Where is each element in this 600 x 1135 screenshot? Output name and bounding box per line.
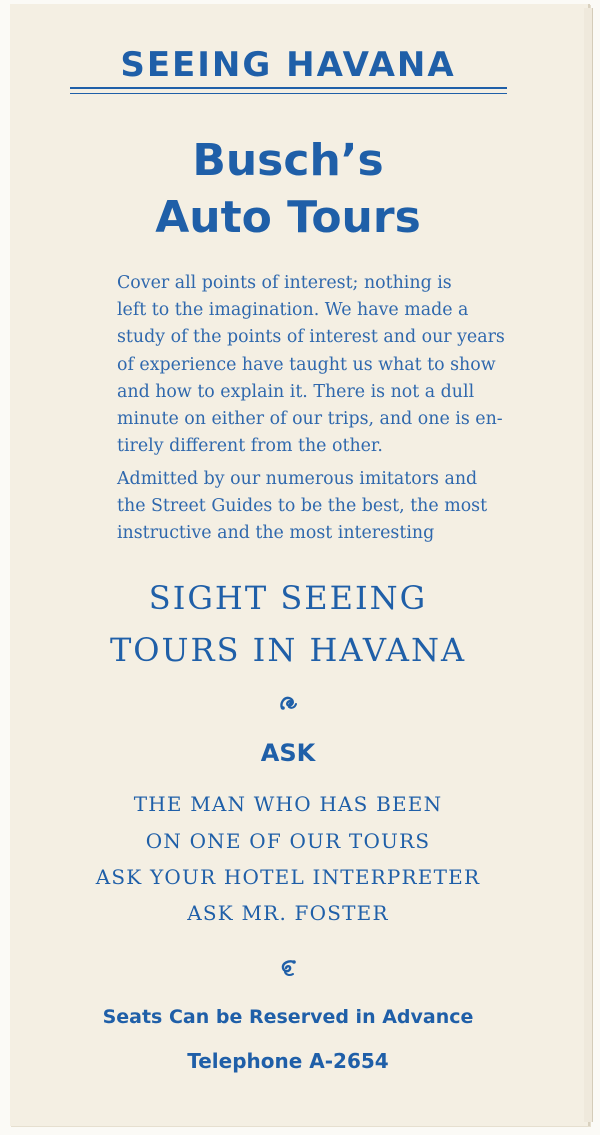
intro-line: minute on either of our trips, and one is en- <box>117 409 503 430</box>
intro-line: of experience have taught us what to show <box>117 354 496 375</box>
intro-line: left to the imagination. We have made a <box>117 300 469 321</box>
intro-line: Admitted by our numerous imitators and <box>117 469 478 489</box>
intro-line: and how to explain it. There is not a dull <box>117 381 475 402</box>
ask-heading: ASK <box>260 739 316 767</box>
intro-line: the Street Guides to be the best, the most <box>117 496 488 517</box>
reservation-note: Seats Can be Reserved in Advance <box>102 1006 474 1028</box>
card-edge <box>584 8 593 1122</box>
intro-paragraph-2 <box>68 466 508 548</box>
brand-name-line1: Busch’s <box>192 135 384 186</box>
header-rule-bottom <box>70 93 507 94</box>
ask-line: ON ONE OF OUR TOURS <box>145 829 431 853</box>
fleuron-ornament-icon <box>278 692 298 712</box>
intro-line: study of the points of interest and our years <box>117 327 505 348</box>
fleuron-ornament-icon <box>278 958 298 978</box>
sightseeing-heading-line1: SIGHT SEEING <box>148 579 428 617</box>
brand-name-line2: Auto Tours <box>155 192 421 243</box>
intro-line: tirely different from the other. <box>117 436 383 457</box>
ask-line: THE MAN WHO HAS BEEN <box>133 792 443 816</box>
header-rule-top <box>70 87 507 89</box>
header-title: SEEING HAVANA <box>120 45 456 85</box>
ask-line: ASK MR. FOSTER <box>187 901 389 925</box>
ask-line: ASK YOUR HOTEL INTERPRETER <box>95 865 481 889</box>
intro-line: instructive and the most interesting <box>117 523 435 544</box>
intro-paragraph-1 <box>68 270 508 460</box>
intro-line: Cover all points of interest; nothing is <box>117 273 452 293</box>
sightseeing-heading-line2: TOURS IN HAVANA <box>109 631 467 669</box>
telephone-number: Telephone A-2654 <box>187 1049 389 1073</box>
